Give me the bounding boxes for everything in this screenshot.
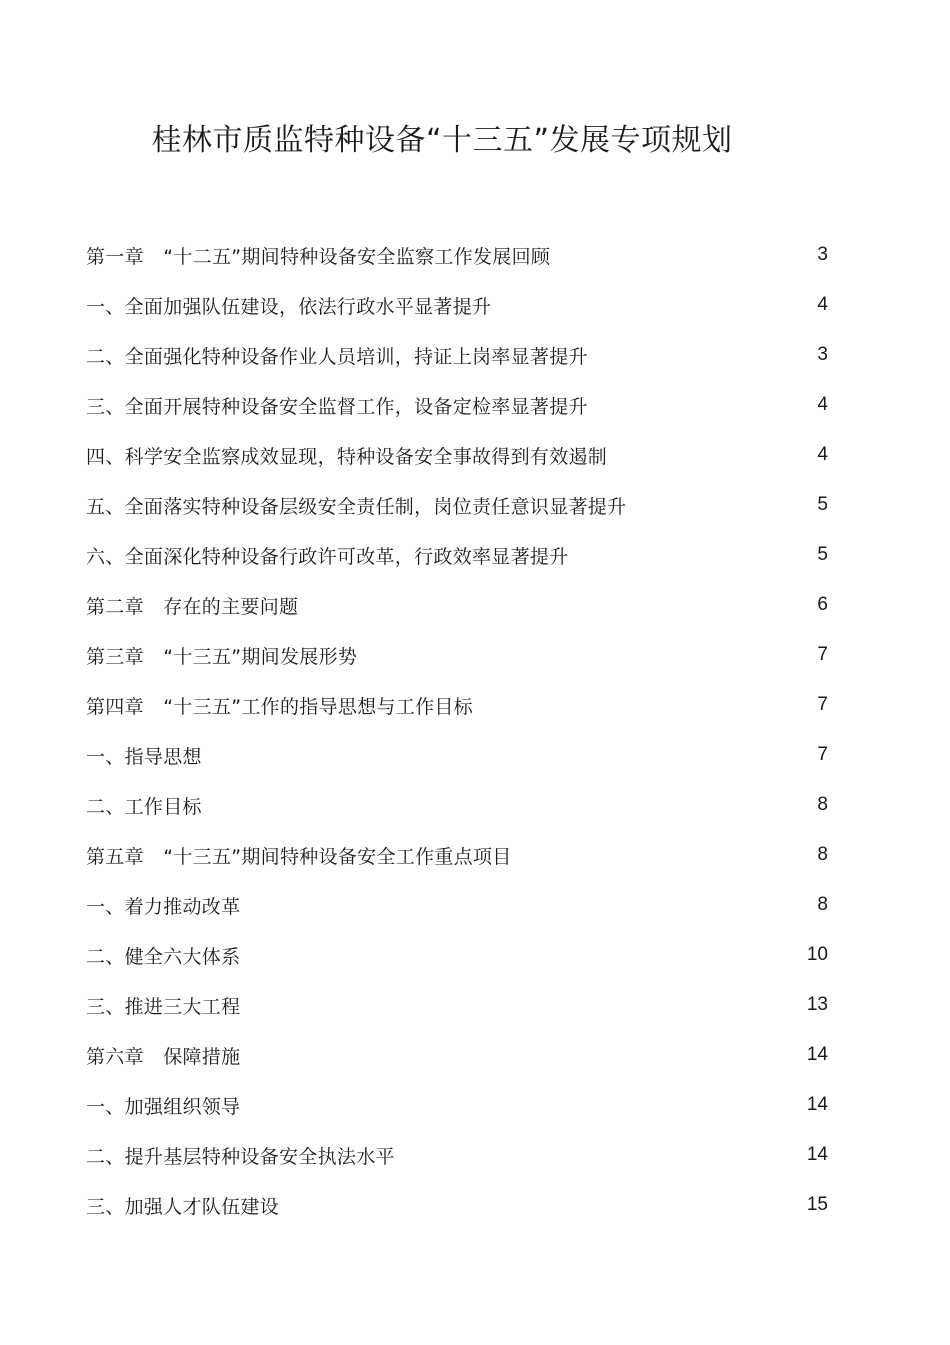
toc-entry[interactable]	[86, 580, 828, 630]
toc-entry-page: 4	[817, 394, 828, 415]
toc-entry-text: 第四章 “十三五”工作的指导思想与工作目标	[86, 695, 473, 718]
toc-entry[interactable]	[86, 830, 828, 880]
toc-entry-text: 五、全面落实特种设备层级安全责任制，岗位责任意识显著提升	[86, 495, 627, 518]
toc-entry-page: 3	[817, 244, 828, 265]
toc-entry-text: 三、推进三大工程	[86, 995, 241, 1018]
toc-entry[interactable]	[86, 380, 828, 430]
toc-entry-page: 10	[806, 944, 828, 965]
toc-entry-text: 第一章 “十二五”期间特种设备安全监察工作发展回顾	[86, 245, 551, 268]
toc-entry-text: 六、全面深化特种设备行政许可改革，行政效率显著提升	[86, 545, 569, 568]
toc-entry-text: 三、全面开展特种设备安全监督工作，设备定检率显著提升	[86, 395, 588, 418]
toc-entry-page: 4	[817, 294, 828, 315]
toc-entry-text: 第三章 “十三五”期间发展形势	[86, 645, 358, 668]
toc-entry[interactable]	[86, 780, 828, 830]
toc-entry-page: 8	[817, 844, 828, 865]
toc-entry[interactable]	[86, 1180, 828, 1230]
toc-entry-text: 三、加强人才队伍建设	[86, 1195, 280, 1218]
toc-entry-text: 一、加强组织领导	[86, 1095, 241, 1118]
toc-entry-text: 二、健全六大体系	[86, 945, 241, 968]
toc-entry[interactable]	[86, 930, 828, 980]
toc-entry-page: 8	[817, 894, 828, 915]
toc-entry[interactable]	[86, 880, 828, 930]
toc-entry-text: 二、工作目标	[86, 795, 202, 818]
toc-entry[interactable]	[86, 280, 828, 330]
toc-entry-page: 7	[817, 744, 828, 765]
toc-entry[interactable]	[86, 1130, 828, 1180]
toc-entry-text: 第二章 存在的主要问题	[86, 595, 299, 618]
toc-entry-text: 第五章 “十三五”期间特种设备安全工作重点项目	[86, 845, 512, 868]
toc-entry-page: 7	[817, 644, 828, 665]
toc-entry[interactable]	[86, 1030, 828, 1080]
toc-entry-text: 二、全面强化特种设备作业人员培训，持证上岗率显著提升	[86, 345, 588, 368]
toc-entry-page: 15	[806, 1194, 828, 1215]
toc-entry-page: 13	[806, 994, 828, 1015]
toc-entry-page: 14	[806, 1044, 828, 1065]
document-title: 桂林市质监特种设备“十三五”发展专项规划	[151, 123, 733, 158]
toc-entry-page: 14	[806, 1094, 828, 1115]
toc-entry-text: 一、全面加强队伍建设，依法行政水平显著提升	[86, 295, 492, 318]
toc-entry-page: 7	[817, 694, 828, 715]
toc-entry[interactable]	[86, 330, 828, 380]
toc-entry-page: 6	[817, 594, 828, 615]
toc-entry[interactable]	[86, 730, 828, 780]
toc-entry-page: 8	[817, 794, 828, 815]
toc-entry[interactable]	[86, 430, 828, 480]
table-of-contents	[86, 230, 828, 1230]
toc-entry[interactable]	[86, 680, 828, 730]
toc-entry[interactable]	[86, 530, 828, 580]
toc-entry-page: 3	[817, 344, 828, 365]
toc-entry-page: 5	[817, 494, 828, 515]
toc-entry-text: 二、提升基层特种设备安全执法水平	[86, 1145, 395, 1168]
toc-entry-text: 一、着力推动改革	[86, 895, 241, 918]
toc-entry-page: 4	[817, 444, 828, 465]
toc-entry[interactable]	[86, 230, 828, 280]
toc-entry-text: 四、科学安全监察成效显现，特种设备安全事故得到有效遏制	[86, 445, 608, 468]
toc-entry-page: 5	[817, 544, 828, 565]
toc-entry-page: 14	[806, 1144, 828, 1165]
toc-entry[interactable]	[86, 980, 828, 1030]
toc-entry[interactable]	[86, 480, 828, 530]
toc-entry-text: 一、指导思想	[86, 745, 202, 768]
toc-entry-text: 第六章 保障措施	[86, 1045, 241, 1068]
toc-entry[interactable]	[86, 1080, 828, 1130]
toc-entry[interactable]	[86, 630, 828, 680]
